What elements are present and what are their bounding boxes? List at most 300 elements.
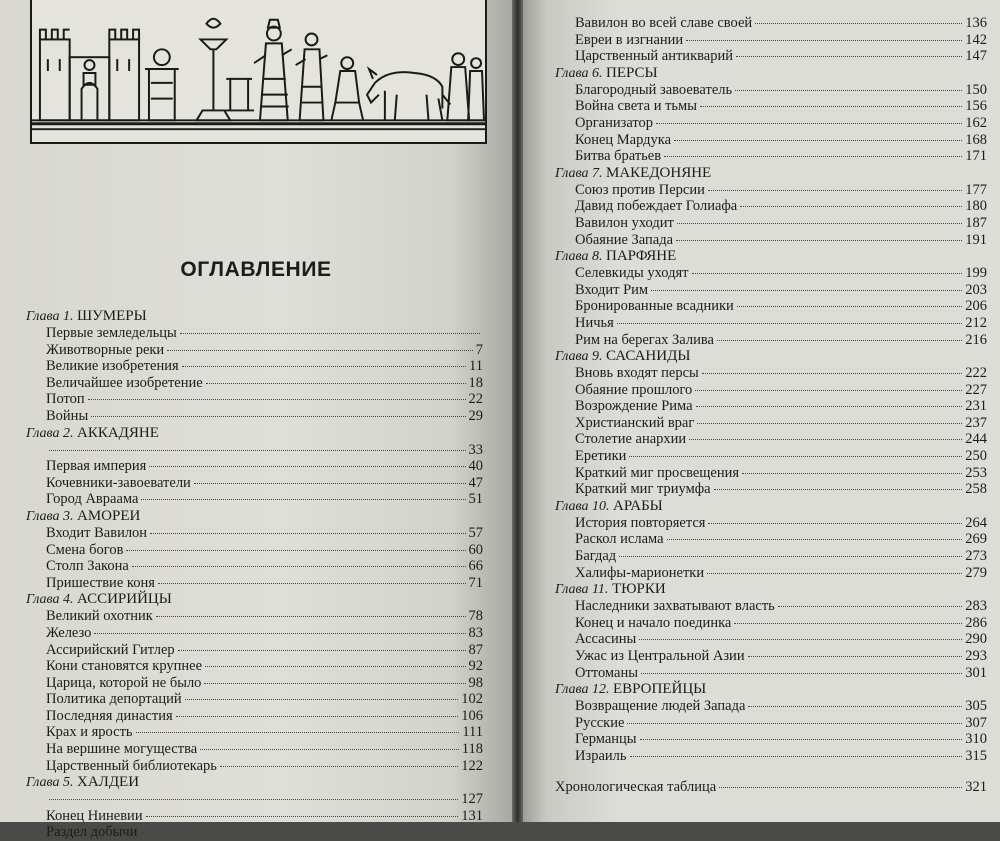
toc-entry-title: Германцы bbox=[575, 731, 637, 748]
toc-entry bbox=[26, 542, 483, 559]
toc-entry-page-number: 258 bbox=[965, 481, 987, 498]
toc-entry-page-number: 40 bbox=[468, 458, 483, 475]
toc-entry-title: Вновь входят персы bbox=[575, 365, 699, 382]
chapter-number-label: Глава 5. bbox=[26, 775, 77, 791]
toc-chapter-heading bbox=[555, 581, 987, 598]
toc-entry bbox=[26, 741, 483, 758]
toc-entry-title: Город Авраама bbox=[46, 491, 139, 508]
toc-chapter-heading bbox=[26, 308, 483, 325]
toc-entry-page-number: 98 bbox=[468, 674, 483, 691]
toc-entry-page-number: 111 bbox=[462, 724, 483, 741]
toc-entry-title: Величайшее изобретение bbox=[46, 374, 203, 391]
toc-entry bbox=[26, 625, 483, 642]
toc-entry-leader-dots bbox=[617, 323, 962, 324]
toc-entry bbox=[555, 98, 987, 115]
toc-entry-leader-dots bbox=[180, 333, 480, 334]
toc-entry bbox=[26, 824, 483, 841]
toc-entry-title: Конец Ниневии bbox=[46, 807, 143, 824]
toc-entry-page-number: 57 bbox=[468, 524, 483, 541]
toc-entry-page-number: 66 bbox=[468, 558, 483, 575]
toc-entry-title: Конец Мардука bbox=[575, 131, 672, 148]
toc-entry-leader-dots bbox=[677, 223, 962, 224]
toc-entry-page-number: 29 bbox=[468, 407, 483, 424]
toc-entry-title: Хронологическая таблица bbox=[555, 778, 717, 795]
toc-entry-page-number: 71 bbox=[468, 574, 483, 591]
chapter-title: ЕВРОПЕЙЦЫ bbox=[612, 681, 707, 698]
toc-entry bbox=[555, 431, 987, 448]
toc-entry-page-number: 87 bbox=[468, 641, 483, 658]
toc-entry-page-number: 273 bbox=[965, 548, 987, 565]
toc-entry-leader-dots bbox=[651, 290, 962, 291]
toc-chapter-heading bbox=[555, 681, 987, 698]
chapter-title: ХАЛДЕИ bbox=[76, 774, 140, 791]
toc-entry-page-number: 51 bbox=[468, 491, 483, 508]
toc-entry-title: Евреи в изгнании bbox=[575, 31, 684, 48]
toc-entry bbox=[555, 779, 987, 796]
toc-entry-leader-dots bbox=[742, 473, 962, 474]
toc-entry bbox=[555, 282, 987, 299]
toc-entry-page-number: 168 bbox=[965, 131, 987, 148]
chapter-title: САСАНИДЫ bbox=[605, 348, 691, 365]
toc-entry-leader-dots bbox=[126, 550, 465, 551]
toc-entry bbox=[555, 531, 987, 548]
toc-entry bbox=[555, 665, 987, 682]
toc-entry-title: Оттоманы bbox=[575, 664, 638, 681]
toc-entry-leader-dots bbox=[194, 483, 466, 484]
toc-entry-title: Вавилон уходит bbox=[575, 214, 674, 231]
toc-entry-leader-dots bbox=[178, 650, 466, 651]
toc-entry-title: Рим на берегах Залива bbox=[575, 331, 714, 348]
toc-entry-title: Войны bbox=[46, 407, 89, 424]
toc-entry-leader-dots bbox=[205, 666, 465, 667]
toc-entry-title: Краткий миг просвещения bbox=[575, 464, 740, 481]
toc-right-column bbox=[555, 15, 987, 795]
toc-entry-title: Столетие анархии bbox=[575, 431, 687, 448]
toc-entry-title: Вавилон во всей славе своей bbox=[575, 15, 753, 31]
toc-entry bbox=[555, 298, 987, 315]
toc-entry-leader-dots bbox=[702, 373, 962, 374]
toc-entry-leader-dots bbox=[132, 566, 466, 567]
toc-entry-leader-dots bbox=[719, 787, 962, 788]
toc-entry-page-number: 250 bbox=[965, 448, 987, 465]
toc-chapter-heading bbox=[26, 425, 483, 442]
toc-entry bbox=[555, 382, 987, 399]
toc-entry-page-number: 212 bbox=[965, 314, 987, 331]
toc-entry bbox=[555, 332, 987, 349]
toc-chapter-heading bbox=[555, 348, 987, 365]
toc-entry-page-number: 106 bbox=[461, 707, 483, 724]
toc-entry-leader-dots bbox=[176, 716, 459, 717]
toc-entry-title: Столп Закона bbox=[46, 558, 129, 575]
toc-entry-page-number: 22 bbox=[468, 391, 483, 408]
toc-entry-leader-dots bbox=[630, 756, 963, 757]
chapter-number-label: Глава 10. bbox=[555, 498, 613, 514]
chapter-number-label: Глава 8. bbox=[555, 249, 606, 265]
toc-entry-leader-dots bbox=[755, 23, 962, 24]
toc-entry-title: Крах и ярость bbox=[46, 724, 133, 741]
toc-entry-page-number: 127 bbox=[461, 791, 483, 808]
toc-entry-title: Еретики bbox=[575, 448, 627, 465]
toc-entry bbox=[555, 648, 987, 665]
toc-entry-leader-dots bbox=[641, 673, 962, 674]
toc-entry-title: Ассирийский Гитлер bbox=[46, 641, 175, 658]
toc-entry bbox=[26, 791, 483, 808]
toc-entry-leader-dots bbox=[146, 816, 459, 817]
toc-entry-page-number: 206 bbox=[965, 298, 987, 315]
assyrian-frieze-illustration bbox=[30, 0, 487, 144]
toc-entry-leader-dots bbox=[167, 350, 473, 351]
toc-entry-title: Входит Вавилон bbox=[46, 524, 148, 541]
toc-entry-title: Ничья bbox=[575, 314, 614, 331]
toc-entry-leader-dots bbox=[49, 799, 458, 800]
toc-entry-page-number: 305 bbox=[965, 698, 987, 715]
toc-entry-leader-dots bbox=[656, 123, 962, 124]
toc-entry bbox=[555, 82, 987, 99]
toc-entry-title: Раскол ислама bbox=[575, 531, 664, 548]
toc-entry bbox=[26, 391, 483, 408]
toc-chapter-heading bbox=[26, 774, 483, 791]
toc-entry-page-number: 18 bbox=[468, 374, 483, 391]
toc-chapter-heading bbox=[555, 248, 987, 265]
toc-entry bbox=[26, 375, 483, 392]
chapter-title: АККАДЯНЕ bbox=[76, 424, 159, 441]
toc-entry-title: Краткий миг триумфа bbox=[575, 481, 711, 498]
toc-entry-title: Ужас из Центральной Азии bbox=[575, 648, 745, 664]
toc-entry-leader-dots bbox=[717, 340, 962, 341]
toc-entry-page-number: 78 bbox=[468, 608, 483, 625]
toc-entry-title: Обаяние Запада bbox=[575, 231, 674, 248]
toc-entry-leader-dots bbox=[736, 56, 962, 57]
toc-entry-page-number: 147 bbox=[965, 48, 987, 65]
toc-entry-page-number: 11 bbox=[469, 358, 483, 375]
toc-entry-page-number: 279 bbox=[965, 564, 987, 581]
toc-entry bbox=[26, 691, 483, 708]
toc-entry-leader-dots bbox=[220, 766, 458, 767]
toc-entry bbox=[26, 491, 483, 508]
toc-entry-title: Раздел добычи bbox=[46, 824, 138, 841]
toc-entry-title: Пришествие коня bbox=[46, 574, 155, 591]
toc-entry-page-number: 187 bbox=[965, 214, 987, 231]
toc-entry-title: Халифы-марионетки bbox=[575, 564, 705, 581]
toc-entry bbox=[26, 442, 483, 459]
toc-entry-page-number: 222 bbox=[965, 365, 987, 382]
toc-entry bbox=[555, 465, 987, 482]
toc-entry-title: Бронированные всадники bbox=[575, 298, 734, 315]
toc-entry bbox=[555, 132, 987, 149]
toc-entry-title: Селевкиды уходят bbox=[575, 265, 689, 282]
toc-entry-leader-dots bbox=[88, 399, 466, 400]
toc-entry-page-number: 118 bbox=[461, 741, 483, 758]
chapter-title: АРАБЫ bbox=[612, 497, 663, 514]
toc-entry-page-number: 216 bbox=[965, 331, 987, 348]
toc-entry bbox=[555, 265, 987, 282]
toc-entry-leader-dots bbox=[748, 706, 962, 707]
toc-entry-title: Возрождение Рима bbox=[575, 398, 693, 415]
toc-entry-page-number: 264 bbox=[965, 514, 987, 531]
chapter-number-label: Глава 3. bbox=[26, 508, 77, 524]
toc-entry-page-number: 142 bbox=[965, 31, 987, 48]
toc-entry-leader-dots bbox=[708, 190, 962, 191]
toc-entry bbox=[555, 32, 987, 49]
right-page bbox=[523, 0, 1000, 822]
toc-chapter-heading bbox=[555, 165, 987, 182]
toc-entry-leader-dots bbox=[158, 583, 466, 584]
toc-entry-leader-dots bbox=[667, 539, 963, 540]
toc-chapter-heading bbox=[26, 591, 483, 608]
toc-entry-title: Ассасины bbox=[575, 631, 637, 648]
toc-entry bbox=[555, 598, 987, 615]
toc-entry-title: Первые земледельцы bbox=[46, 325, 177, 341]
toc-entry bbox=[26, 708, 483, 725]
toc-entry-leader-dots bbox=[91, 416, 465, 417]
toc-entry-title: Благородный завоеватель bbox=[575, 81, 733, 98]
toc-entry-title: Смена богов bbox=[46, 541, 124, 558]
toc-entry bbox=[555, 182, 987, 199]
toc-entry-leader-dots bbox=[707, 573, 962, 574]
toc-entry-page-number: 293 bbox=[965, 648, 987, 664]
toc-entry-title: Царственный библиотекарь bbox=[46, 757, 217, 774]
chapter-title: ПЕРСЫ bbox=[605, 64, 658, 81]
toc-entry-page-number: 60 bbox=[468, 541, 483, 558]
toc-entry-title: Входит Рим bbox=[575, 281, 649, 298]
toc-entry-title: Первая империя bbox=[46, 458, 147, 475]
toc-entry bbox=[26, 808, 483, 825]
toc-entry bbox=[26, 642, 483, 659]
toc-entry bbox=[555, 565, 987, 582]
toc-entry-title: Царица, которой не было bbox=[46, 674, 202, 691]
toc-entry-page-number: 191 bbox=[965, 231, 987, 248]
toc-entry-leader-dots bbox=[149, 466, 465, 467]
toc-entry bbox=[555, 548, 987, 565]
toc-entry-title: Последняя династия bbox=[46, 707, 173, 724]
toc-entry-page-number: 203 bbox=[965, 281, 987, 298]
toc-entry-page-number: 7 bbox=[475, 341, 483, 358]
toc-entry-leader-dots bbox=[182, 366, 466, 367]
toc-entry-title: Багдад bbox=[575, 548, 617, 565]
toc-entry-leader-dots bbox=[735, 90, 962, 91]
toc-entry-page-number: 150 bbox=[965, 81, 987, 98]
toc-entry bbox=[26, 608, 483, 625]
toc-entry-title: Обаяние прошлого bbox=[575, 381, 693, 398]
toc-chapter-heading bbox=[555, 498, 987, 515]
chapter-number-label: Глава 4. bbox=[26, 592, 77, 608]
toc-entry-leader-dots bbox=[141, 499, 465, 500]
toc-entry-leader-dots bbox=[629, 456, 962, 457]
toc-entry bbox=[26, 325, 483, 342]
toc-entry bbox=[555, 398, 987, 415]
toc-entry-title: История повторяется bbox=[575, 514, 706, 531]
toc-entry-title: На вершине могущества bbox=[46, 741, 198, 758]
toc-entry bbox=[555, 148, 987, 165]
toc-entry-page-number: 315 bbox=[965, 747, 987, 764]
toc-entry-title: Царственный антикварий bbox=[575, 48, 733, 65]
toc-entry-page-number: 33 bbox=[468, 441, 483, 458]
toc-entry-leader-dots bbox=[708, 523, 962, 524]
toc-entry bbox=[26, 525, 483, 542]
toc-entry-leader-dots bbox=[639, 639, 962, 640]
toc-entry-leader-dots bbox=[140, 832, 480, 833]
toc-entry bbox=[26, 575, 483, 592]
toc-entry-leader-dots bbox=[696, 406, 963, 407]
toc-entry-page-number: 102 bbox=[461, 691, 483, 708]
chapter-number-label: Глава 11. bbox=[555, 582, 612, 598]
toc-entry-leader-dots bbox=[778, 606, 962, 607]
toc-entry-page-number: 307 bbox=[965, 714, 987, 731]
toc-entry-leader-dots bbox=[748, 656, 963, 657]
toc-entry-page-number: 244 bbox=[965, 431, 987, 448]
toc-entry-title: Конец и начало поединка bbox=[575, 614, 732, 631]
toc-entry bbox=[555, 115, 987, 132]
toc-entry-title: Политика депортаций bbox=[46, 691, 182, 708]
toc-entry bbox=[26, 458, 483, 475]
toc-entry-title: Кони становятся крупнее bbox=[46, 658, 203, 675]
toc-entry-leader-dots bbox=[714, 489, 963, 490]
toc-entry-title: Кочевники-завоеватели bbox=[46, 474, 191, 491]
toc-entry-title: Христианский враг bbox=[575, 414, 695, 431]
toc-entry bbox=[555, 448, 987, 465]
toc-spacer bbox=[555, 765, 987, 779]
toc-entry-page-number: 310 bbox=[965, 731, 987, 748]
toc-title: ОГЛАВЛЕНИЕ bbox=[180, 258, 332, 281]
chapter-number-label: Глава 1. bbox=[26, 309, 77, 324]
toc-entry-leader-dots bbox=[619, 556, 962, 557]
toc-entry-title: Война света и тьмы bbox=[575, 98, 697, 115]
chapter-title: ШУМЕРЫ bbox=[76, 308, 147, 324]
toc-entry bbox=[555, 748, 987, 765]
toc-entry-page-number: 286 bbox=[965, 614, 987, 631]
chapter-title: МАКЕДОНЯНЕ bbox=[605, 164, 712, 181]
toc-entry bbox=[555, 15, 987, 32]
toc-entry bbox=[555, 731, 987, 748]
toc-entry bbox=[555, 615, 987, 632]
toc-entry-page-number: 131 bbox=[461, 807, 483, 824]
toc-entry-leader-dots bbox=[674, 140, 962, 141]
chapter-number-label: Глава 6. bbox=[555, 65, 606, 81]
toc-entry-title: Давид побеждает Голиафа bbox=[575, 198, 738, 215]
frieze-drawing bbox=[32, 0, 485, 142]
toc-entry-page-number: 253 bbox=[965, 464, 987, 481]
toc-entry-leader-dots bbox=[686, 40, 962, 41]
toc-entry bbox=[26, 342, 483, 359]
toc-entry bbox=[26, 408, 483, 425]
toc-entry-leader-dots bbox=[640, 739, 963, 740]
toc-entry bbox=[26, 475, 483, 492]
toc-entry-page-number: 47 bbox=[468, 474, 483, 491]
toc-entry bbox=[555, 715, 987, 732]
toc-entry bbox=[555, 232, 987, 249]
toc-chapter-heading bbox=[26, 508, 483, 525]
toc-entry-leader-dots bbox=[695, 390, 962, 391]
toc-entry-page-number: 301 bbox=[965, 664, 987, 681]
toc-entry-leader-dots bbox=[700, 106, 962, 107]
toc-entry bbox=[555, 365, 987, 382]
toc-entry-leader-dots bbox=[185, 699, 459, 700]
toc-entry-page-number: 162 bbox=[965, 114, 987, 131]
toc-entry bbox=[555, 698, 987, 715]
toc-entry-page-number: 199 bbox=[965, 265, 987, 282]
toc-entry-page-number: 237 bbox=[965, 414, 987, 431]
toc-entry-leader-dots bbox=[94, 633, 465, 634]
toc-entry-page-number: 180 bbox=[965, 198, 987, 215]
chapter-title: АМОРЕИ bbox=[76, 507, 141, 524]
toc-entry bbox=[555, 198, 987, 215]
chapter-title: ТЮРКИ bbox=[611, 581, 666, 598]
toc-entry bbox=[555, 515, 987, 532]
toc-entry-title: Битва братьев bbox=[575, 148, 662, 165]
toc-entry-leader-dots bbox=[200, 749, 459, 750]
toc-entry-leader-dots bbox=[204, 683, 465, 684]
chapter-number-label: Глава 2. bbox=[26, 425, 77, 441]
toc-chapter-heading bbox=[555, 65, 987, 82]
toc-entry bbox=[26, 724, 483, 741]
toc-entry-page-number: 227 bbox=[965, 381, 987, 398]
toc-entry-title: Возвращение людей Запада bbox=[575, 698, 746, 715]
toc-entry-page-number: 231 bbox=[965, 398, 987, 415]
toc-entry-leader-dots bbox=[156, 616, 466, 617]
toc-entry-page-number: 283 bbox=[965, 598, 987, 615]
toc-entry bbox=[555, 48, 987, 65]
toc-entry-title: Русские bbox=[575, 714, 625, 731]
toc-entry-leader-dots bbox=[627, 723, 962, 724]
toc-entry-leader-dots bbox=[136, 732, 460, 733]
toc-entry-title: Организатор bbox=[575, 114, 654, 131]
toc-entry-leader-dots bbox=[676, 240, 962, 241]
toc-entry bbox=[555, 631, 987, 648]
toc-entry bbox=[26, 758, 483, 775]
toc-entry bbox=[555, 215, 987, 232]
toc-entry-title: Железо bbox=[46, 624, 92, 641]
toc-entry-page-number: 177 bbox=[965, 181, 987, 198]
toc-entry-page-number: 156 bbox=[965, 98, 987, 115]
toc-entry bbox=[555, 415, 987, 432]
chapter-number-label: Глава 7. bbox=[555, 165, 606, 181]
toc-entry-leader-dots bbox=[206, 383, 466, 384]
toc-entry-leader-dots bbox=[734, 623, 962, 624]
chapter-title: ПАРФЯНЕ bbox=[605, 248, 677, 265]
chapter-number-label: Глава 12. bbox=[555, 682, 613, 698]
toc-entry bbox=[26, 658, 483, 675]
toc-entry-page-number: 171 bbox=[965, 148, 987, 165]
toc-entry-leader-dots bbox=[692, 273, 963, 274]
toc-entry bbox=[26, 675, 483, 692]
toc-entry-leader-dots bbox=[697, 423, 962, 424]
toc-entry-title: Великий охотник bbox=[46, 608, 153, 625]
toc-entry-page-number: 92 bbox=[468, 658, 483, 675]
book-spine-gutter bbox=[512, 0, 523, 822]
toc-entry-page-number: 269 bbox=[965, 531, 987, 548]
toc-left-column bbox=[26, 308, 483, 841]
toc-entry-leader-dots bbox=[740, 206, 962, 207]
toc-entry bbox=[26, 558, 483, 575]
toc-entry bbox=[26, 358, 483, 375]
toc-entry-title: Великие изобретения bbox=[46, 358, 179, 375]
toc-entry bbox=[555, 315, 987, 332]
toc-entry-leader-dots bbox=[49, 450, 466, 451]
toc-entry bbox=[555, 481, 987, 498]
toc-entry-page-number: 122 bbox=[461, 757, 483, 774]
toc-entry-title: Союз против Персии bbox=[575, 181, 705, 198]
toc-entry-title: Наследники захватывают власть bbox=[575, 598, 775, 615]
toc-entry-page-number: 136 bbox=[965, 15, 987, 31]
toc-entry-title: Животворные реки bbox=[46, 341, 165, 358]
toc-entry-leader-dots bbox=[150, 533, 465, 534]
toc-entry-page-number: 290 bbox=[965, 631, 987, 648]
toc-entry-leader-dots bbox=[689, 439, 962, 440]
toc-entry-page-number: 83 bbox=[468, 624, 483, 641]
chapter-number-label: Глава 9. bbox=[555, 349, 606, 365]
toc-entry-title: Потоп bbox=[46, 391, 85, 408]
toc-entry-leader-dots bbox=[664, 156, 962, 157]
